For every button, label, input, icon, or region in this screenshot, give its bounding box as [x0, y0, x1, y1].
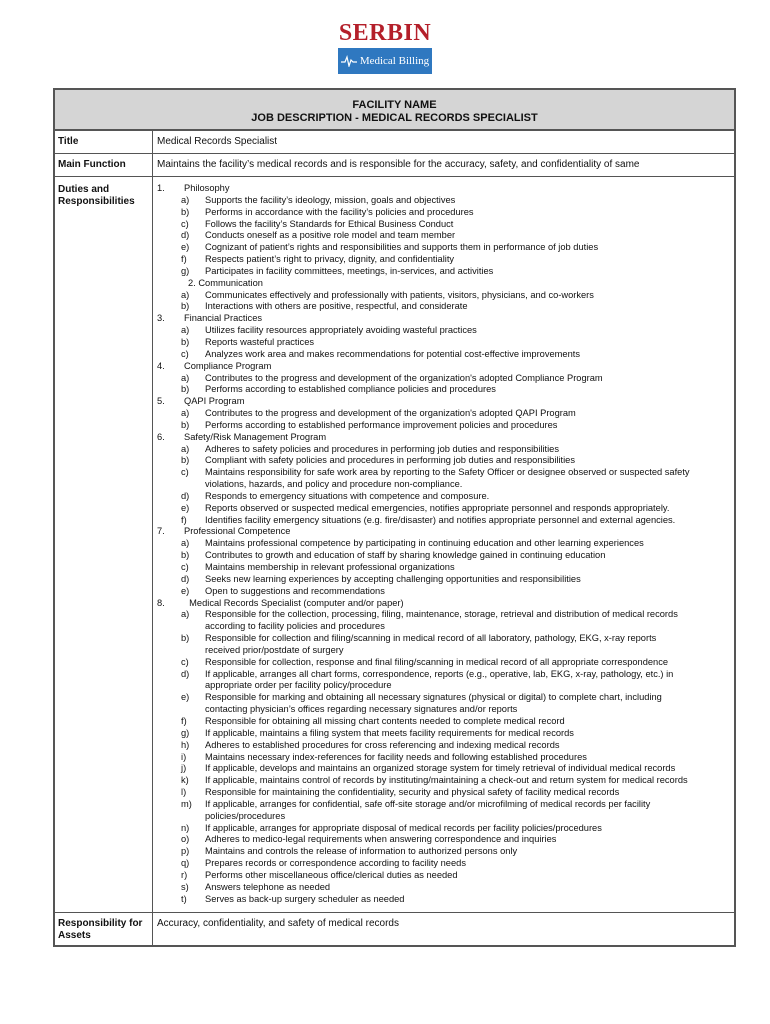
section-heading: Professional Competence [184, 526, 291, 537]
item-continuation: contacting physician’s offices regarding necessary signatures and/or reports [205, 704, 518, 715]
item-letter: n) [181, 822, 190, 833]
item-letter: s) [181, 881, 189, 892]
duty-line [157, 491, 734, 503]
item-letter: f) [181, 715, 187, 726]
duty-line [157, 444, 734, 456]
item-text: Maintains necessary index-references for facility needs and following established procedures [205, 751, 587, 762]
item-text: Adheres to established procedures for cross referencing and indexing medical records [205, 739, 560, 750]
duties-row [55, 177, 734, 913]
item-letter: e) [181, 692, 190, 703]
item-text: Maintains and controls the release of information to authorized persons only [205, 846, 518, 857]
main-function-value: Maintains the facility’s medical records and is responsible for the accuracy, safety, and confidentiality of same [157, 159, 640, 170]
item-continuation: according to facility policies and procedures [205, 621, 385, 632]
duty-line [157, 657, 734, 669]
item-text: Responds to emergency situations with competence and composure. [205, 490, 490, 501]
item-letter: d) [181, 230, 190, 241]
duty-line [157, 669, 734, 681]
item-letter: d) [181, 490, 190, 501]
item-letter: b) [181, 301, 190, 312]
duty-line [157, 455, 734, 467]
item-text: If applicable, arranges for confidential, safe off-site storage and/or microfilming of medical records per facility [205, 798, 651, 809]
section-number: 6. [157, 431, 165, 442]
duty-line [157, 230, 734, 242]
duty-line [157, 479, 734, 491]
duty-line [157, 870, 734, 882]
item-text: Performs other miscellaneous office/clerical duties as needed [205, 869, 458, 880]
item-letter: b) [181, 206, 190, 217]
duty-line [157, 787, 734, 799]
item-text: Cognizant of patient’s rights and responsibilities and supports them in performance of job duties [205, 242, 599, 253]
item-text: Reports observed or suspected medical emergencies, notifies appropriate personnel and responds appropriately. [205, 502, 670, 513]
item-text: Utilizes facility resources appropriately avoiding wasteful practices [205, 325, 477, 336]
duty-line [157, 728, 734, 740]
item-letter: c) [181, 348, 189, 359]
duty-line [157, 740, 734, 752]
item-letter: b) [181, 633, 190, 644]
item-letter: a) [181, 194, 190, 205]
main-function-label: Main Function [55, 154, 153, 176]
item-letter: a) [181, 408, 190, 419]
duty-line [157, 692, 734, 704]
document-header [55, 90, 734, 131]
item-letter: d) [181, 573, 190, 584]
duty-line [157, 752, 734, 764]
duty-line [157, 633, 734, 645]
item-text: Responsible for maintaining the confidentiality, security and physical safety of facility medical records [205, 787, 620, 798]
item-letter: k) [181, 775, 189, 786]
section-heading: Medical Records Specialist (computer and/or paper) [184, 597, 404, 608]
item-text: Supports the facility’s ideology, mission, goals and objectives [205, 194, 456, 205]
item-letter: e) [181, 585, 190, 596]
title-value: Medical Records Specialist [157, 136, 278, 147]
duty-line [157, 799, 734, 811]
duty-line [157, 586, 734, 598]
duty-line [157, 219, 734, 231]
duty-line [157, 242, 734, 254]
item-letter: d) [181, 668, 190, 679]
item-letter: c) [181, 562, 189, 572]
duty-line [157, 207, 734, 219]
item-text: Seeks new learning experiences by accepting challenging opportunities and responsibilities [205, 573, 581, 584]
duty-line [157, 858, 734, 870]
item-letter: l) [181, 787, 187, 798]
duty-line [157, 290, 734, 302]
section-heading: Philosophy [184, 183, 230, 193]
item-text: Open to suggestions and recommendations [205, 585, 385, 596]
item-text: Identifies facility emergency situations (e.g. fire/disaster) and notifies appropriate personnel and external agencies. [205, 514, 676, 525]
item-letter: a) [181, 538, 190, 549]
item-text: Responsible for marking and obtaining all necessary signatures (physical or digital) to complete chart, including [205, 692, 662, 703]
title-row [55, 131, 734, 154]
duty-line [157, 834, 734, 846]
item-text: Adheres to medico-legal requirements when answering correspondence and inquiries [205, 834, 557, 845]
item-text: Performs in accordance with the facility’s policies and procedures [205, 206, 474, 217]
item-text: Performs according to established performance improvement policies and procedures [205, 419, 558, 430]
item-text: Performs according to established compliance policies and procedures [205, 384, 496, 395]
item-text: Maintains professional competence by participating in continuing education and other learning experiences [205, 538, 644, 549]
title-label: Title [55, 131, 153, 153]
item-text: Contributes to growth and education of staff by sharing knowledge gained in continuing education [205, 550, 606, 561]
duty-line [157, 526, 734, 538]
item-text: Responsible for collection and filing/scanning in medical record of all laboratory, pathology, EKG, x-ray reports [205, 633, 657, 644]
duty-line [157, 183, 734, 195]
item-text: Conducts oneself as a positive role model and team member [205, 230, 456, 241]
duty-line [157, 301, 734, 313]
assets-value: Accuracy, confidentiality, and safety of medical records [157, 918, 399, 930]
duty-line [157, 515, 734, 527]
logo-badge [338, 48, 432, 74]
duty-line [157, 894, 734, 906]
item-continuation: violations, hazards, and policy and procedure non-compliance. [205, 479, 463, 490]
duty-line [157, 361, 734, 373]
item-letter: p) [181, 846, 190, 857]
item-letter: a) [181, 325, 190, 336]
item-continuation: policies/procedures [205, 810, 286, 821]
serbin-logo [338, 20, 432, 74]
item-letter: b) [181, 419, 190, 430]
duty-line [157, 538, 734, 550]
item-text: If applicable, maintains a filing system that meets facility requirements for medical records [205, 727, 574, 738]
item-letter: j) [181, 763, 187, 774]
item-letter: g) [181, 727, 190, 738]
duty-line [157, 775, 734, 787]
item-letter: h) [181, 739, 190, 750]
item-letter: e) [181, 502, 190, 513]
duty-line [157, 621, 734, 633]
item-letter: b) [181, 550, 190, 561]
duty-line [157, 716, 734, 728]
item-text: Prepares records or correspondence according to facility needs [205, 858, 466, 869]
assets-row [55, 913, 734, 945]
duty-line [157, 408, 734, 420]
item-text: Contributes to the progress and development of the organization's adopted Compliance Program [205, 372, 603, 383]
item-letter: b) [181, 336, 190, 347]
duty-line [157, 763, 734, 775]
section-heading: 2. Communication [188, 277, 263, 288]
item-letter: a) [181, 609, 190, 620]
duty-line [157, 266, 734, 278]
duty-line [157, 337, 734, 349]
item-text: Analyzes work area and makes recommendations for potential cost-effective improvements [205, 348, 580, 359]
item-letter: i) [181, 751, 187, 762]
duty-line [157, 254, 734, 266]
duty-line [157, 349, 734, 361]
document-title: JOB DESCRIPTION - MEDICAL RECORDS SPECIALIST [251, 112, 538, 124]
main-function-row [55, 154, 734, 177]
facility-name: FACILITY NAME [352, 99, 437, 111]
item-text: Reports wasteful practices [205, 336, 315, 347]
section-number: 4. [157, 360, 165, 371]
item-continuation: received prior/postdate of surgery [205, 644, 344, 655]
section-heading: Safety/Risk Management Program [184, 431, 327, 442]
item-letter: e) [181, 242, 190, 253]
item-letter: b) [181, 455, 190, 466]
item-text: Follows the facility’s Standards for Ethical Business Conduct [205, 218, 454, 229]
item-letter: t) [181, 893, 187, 904]
duty-line [157, 384, 734, 396]
section-number: 1. [157, 183, 165, 193]
duty-line [157, 562, 734, 574]
item-letter: o) [181, 834, 190, 845]
heartbeat-icon [341, 55, 357, 67]
item-text: If applicable, arranges for appropriate disposal of medical records per facility policies/procedures [205, 822, 602, 833]
item-letter: b) [181, 384, 190, 395]
duty-line [157, 680, 734, 692]
item-letter: c) [181, 467, 189, 478]
item-continuation: appropriate order per facility policy/procedure [205, 680, 392, 691]
item-letter: f) [181, 514, 187, 525]
logo-tagline: Medical Billing [359, 55, 430, 67]
duties-label: Duties and Responsibilities [55, 177, 153, 912]
duty-line [157, 420, 734, 432]
duty-line [157, 609, 734, 621]
duty-line [157, 846, 734, 858]
item-text: Responsible for obtaining all missing chart contents needed to complete medical record [205, 715, 565, 726]
duty-line [157, 396, 734, 408]
duty-line [157, 550, 734, 562]
item-text: Serves as back-up surgery scheduler as needed [205, 893, 405, 904]
duty-line [157, 373, 734, 385]
duty-line [157, 503, 734, 515]
duty-line [157, 645, 734, 657]
item-letter: c) [181, 656, 189, 667]
duty-line [157, 313, 734, 325]
item-letter: a) [181, 443, 190, 454]
item-letter: a) [181, 372, 190, 383]
item-text: Compliant with safety policies and procedures in performing job duties and responsibilities [205, 455, 576, 466]
duty-line [157, 195, 734, 207]
section-number: 3. [157, 313, 165, 324]
item-text: Communicates effectively and professionally with patients, visitors, physicians, and co-workers [205, 289, 594, 300]
item-text: Respects patient’s right to privacy, dignity, and confidentiality [205, 254, 455, 265]
section-number: 5. [157, 396, 165, 407]
section-number: 8. [157, 597, 165, 608]
item-text: Contributes to the progress and development of the organization's adopted QAPI Program [205, 408, 576, 419]
item-text: Adheres to safety policies and procedures in performing job duties and responsibilities [205, 443, 559, 454]
duty-line [157, 432, 734, 444]
item-letter: m) [181, 798, 192, 809]
logo-brand: SERBIN [338, 20, 432, 46]
duty-line [157, 278, 734, 290]
item-text: Participates in facility committees, meetings, in-services, and activities [205, 265, 494, 276]
item-letter: g) [181, 265, 190, 276]
item-letter: f) [181, 254, 187, 265]
job-description-table [53, 88, 736, 947]
duty-line [157, 467, 734, 479]
item-text: Interactions with others are positive, respectful, and considerate [205, 301, 468, 312]
item-text: If applicable, maintains control of records by instituting/maintaining a check-out and return system for medical records [205, 775, 688, 786]
item-text: Maintains responsibility for safe work area by reporting to the Safety Officer or designee observed or suspected safety [205, 467, 690, 478]
section-number: 7. [157, 526, 165, 537]
item-text: If applicable, arranges all chart forms, correspondence, reports (e.g., operative, lab, EKG, x-ray, pathology, etc.) in [205, 668, 674, 679]
duty-line [157, 325, 734, 337]
assets-label: Responsibility for Assets [55, 913, 153, 945]
duty-line [157, 598, 734, 610]
duties-list [153, 177, 734, 912]
item-letter: r) [181, 869, 188, 880]
item-text: Responsible for collection, response and final filing/scanning in medical record of all appropriate correspondence [205, 656, 669, 667]
item-text: Maintains membership in relevant professional organizations [205, 562, 455, 572]
item-letter: a) [181, 289, 190, 300]
duty-line [157, 811, 734, 823]
duty-line [157, 704, 734, 716]
item-letter: q) [181, 858, 190, 869]
item-letter: c) [181, 218, 189, 229]
section-heading: Compliance Program [184, 360, 272, 371]
section-heading: Financial Practices [184, 313, 263, 324]
duty-line [157, 823, 734, 835]
duty-line [157, 574, 734, 586]
section-heading: QAPI Program [184, 396, 245, 407]
duty-line [157, 882, 734, 894]
item-text: Responsible for the collection, processing, filing, maintenance, storage, retrieval and distribution of medical records [205, 609, 678, 620]
item-text: Answers telephone as needed [205, 881, 331, 892]
item-text: If applicable, develops and maintains an organized storage system for timely retrieval of individual medical records [205, 763, 676, 774]
